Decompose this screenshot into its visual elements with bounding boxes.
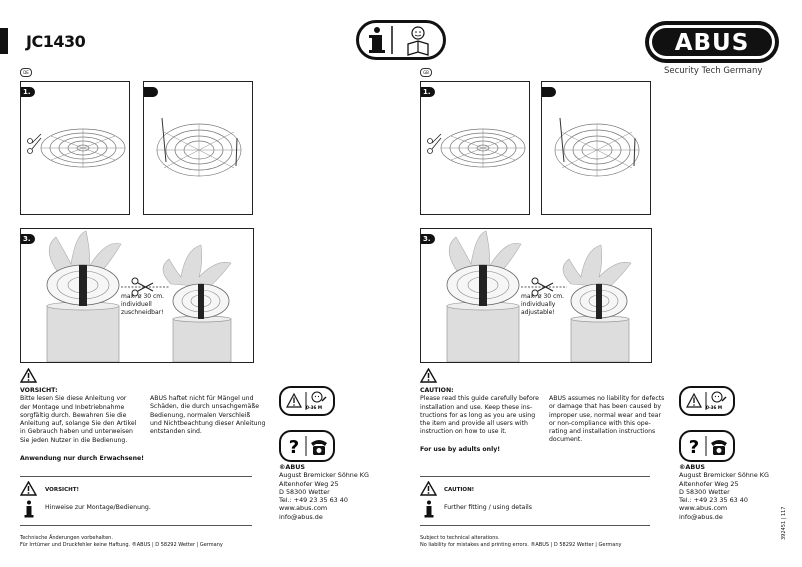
divider (20, 476, 252, 477)
warning-triangle-icon (420, 481, 437, 500)
language-badge-de: DE (20, 68, 32, 77)
caution-text-en: Further fitting / using details (444, 504, 532, 511)
header-black-bar (0, 28, 8, 54)
caution-label-en: CAUTION! (444, 487, 475, 493)
age-warning-badge (679, 386, 735, 416)
caution-text-de: Hinweise zur Montage/Bedienung. (45, 504, 151, 511)
telephone-icon (311, 440, 327, 455)
contact-block-de: ®ABUS August Bremicker Söhne KG Altenhofer Weg 25 D 58300 Wetter Tel.: +49 23 35 63 40 www.abus.com info@abus.de (279, 463, 369, 521)
contact-block-en: ®ABUS August Bremicker Söhne KG Altenhofer Weg 25 D 58300 Wetter Tel.: +49 23 35 63 40 www.abus.com info@abus.de (679, 463, 769, 521)
contact-phone-badge (279, 430, 335, 462)
child-face-icon (712, 392, 722, 402)
contact-phone-badge (679, 430, 735, 462)
step2-label (144, 87, 158, 97)
caution-label-de: VORSICHT! (45, 487, 79, 493)
warning-triangle-icon (420, 368, 437, 387)
divider (20, 525, 252, 526)
step3-label: 3. (421, 234, 435, 244)
info-manual-badge (356, 20, 446, 60)
step1-panel-en (420, 81, 530, 215)
divider (420, 476, 650, 477)
step2-label (542, 87, 556, 97)
step2-panel-de (143, 81, 253, 215)
info-manual-icon (356, 20, 446, 60)
question-icon: ? (288, 437, 300, 458)
info-i-icon (423, 500, 435, 522)
net-cutting-illustration (21, 82, 129, 214)
step3-panel-de (20, 228, 254, 363)
model-number: JC1430 (26, 32, 86, 51)
step3-panel-en (420, 228, 652, 363)
adults-only-de: Anwendung nur durch Erwachsene! (20, 455, 145, 462)
scissors-icon (28, 134, 42, 154)
age-warning-badge (279, 386, 335, 416)
language-badge-gb: GB (420, 68, 432, 77)
step1-label: 1. (21, 87, 35, 97)
step1-panel-de (20, 81, 130, 215)
svg-text:0-36 M: 0-36 M (305, 405, 323, 410)
warning-triangle-icon (20, 481, 37, 500)
document-code: 392451 | 117 (781, 506, 787, 540)
tagline: Security Tech Germany (664, 66, 763, 76)
abus-logo-text: ABUS (674, 30, 750, 56)
info-i-icon (23, 500, 35, 522)
step1-label: 1. (421, 87, 435, 97)
footer-en: Subject to technical alterations. No liability for mistakes and printing errors. ®ABUS | D 58292 Wetter | Germany (420, 535, 622, 548)
warning-block-de: VORSICHT: Bitte lesen Sie diese Anleitung vor der Montage und Inbetriebnahme sorgfältig durch. Bewahren Sie die Anleitung auf, solange Sie den Artikel in Gebrauch haben und unterweisen Sie jeden Nutzer in die Bedienung. (20, 387, 137, 444)
size-note-en: max. ø 30 cm. individually adjustable! (521, 293, 565, 316)
divider (420, 525, 650, 526)
telephone-icon (711, 440, 727, 455)
child-face-icon (312, 392, 322, 402)
warning-triangle-icon (20, 368, 37, 387)
liability-block-en: ABUS assumes no liability for defects or damage that has been caused by improper use, normal wear and tear or non-compliance with this ope- rating and installation instructions document. (549, 395, 665, 444)
footer-de: Technische Änderungen vorbehalten. Für Irrtümer und Druckfehler keine Haftung. ®ABUS | D 58292 Wetter | Germany (20, 535, 223, 548)
liability-block-de: ABUS haftet nicht für Mängel und Schäden, die durch unsachgemäße Bedienung, normalen Verschleiß und Nichtbeachtung dieser Anleitung entstanden sind. (150, 395, 266, 436)
net-mounted-illustration (144, 82, 252, 214)
net-cutting-illustration (421, 82, 529, 214)
abus-logo (644, 20, 780, 64)
net-mounted-illustration (542, 82, 650, 214)
step2-panel-en (541, 81, 651, 215)
svg-text:0-36 M: 0-36 M (705, 405, 723, 410)
warning-block-en: CAUTION: Please read this guide carefully before installation and use. Keep these ins- tructions for as long as you are using the item and provide all users with instruction on how to use it. (420, 387, 539, 436)
scissors-icon (428, 134, 442, 154)
question-icon: ? (688, 437, 700, 458)
adults-only-en: For use by adults only! (420, 446, 501, 453)
step3-label: 3. (21, 234, 35, 244)
size-note-de: max. ø 30 cm. individuell zuschneidbar! (121, 293, 165, 316)
